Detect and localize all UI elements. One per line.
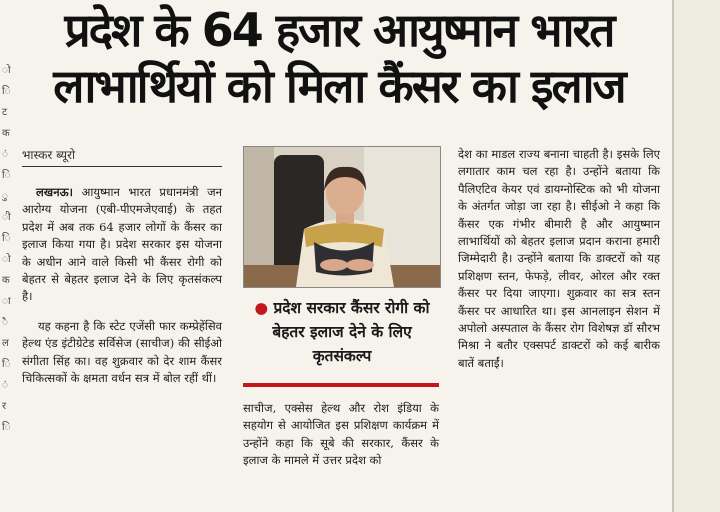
headline-line-1: प्रदेश के 64 हजार आयुष्मान भारत	[64, 3, 614, 57]
left-fragment-char: ं	[2, 380, 7, 391]
paragraph-1-text: आयुष्मान भारत प्रधानमंत्री जन आरोग्य योजना (एबी-पीएमजेएवाई) के तहत प्रदेश में अब तक 64 हजार लोगों के कैंसर का इलाज किया गया है। प्रदेश सरकार इस योजना के अधीन आने वाले किसी भी कैंसर रोगी को बेहतर से बेहतर इलाज देने के लिए कृतसंकल्प है।	[22, 185, 222, 304]
left-fragment-char: ं	[2, 149, 7, 160]
article-column-3: देश का माडल राज्य बनाना चाहती है। इसके लिए लगातार काम चल रहा है। उन्होंने बताया कि पैलिएटिव केयर एवं डायग्नोस्टिक को भी योजना के अंतर्गत जोड़ा जा रहा है। सीईओ ने कहा कि कैंसर एक गंभीर बीमारी है और आयुष्मान लाभार्थियों को बेहतर इलाज प्रदान कराना हमारी जिम्मेदारी है। उन्होंने बताया कि डाक्टरों को यह प्रशिक्षण स्तन, फेफड़े, लीवर, ओरल और रक्त कैंसर पर दिया जाएगा। शुक्रवार का सत्र स्तन कैंसर पर आधारित था। इस आनलाइन सेशन में अपोलो अस्पताल के कैंसर रोग विशेषज्ञ डॉ सौरभ मिश्रा ने बतौर एक्सपर्ट डाक्टरों को कई बारीक बातें बताईं।	[458, 147, 660, 370]
left-fragment-char: क	[2, 275, 9, 286]
headline-line-2: लाभार्थियों को मिला कैंसर का इलाज	[53, 59, 625, 113]
left-fragment-char: ा	[2, 296, 10, 307]
pull-quote-text: प्रदेश सरकार कैंसर रोगी को बेहतर इलाज देने के लिए कृतसंकल्प	[272, 299, 430, 365]
headline	[14, 2, 664, 114]
left-fragment-char: र	[2, 401, 6, 412]
red-divider	[243, 383, 439, 387]
left-fragment-char: ै	[2, 317, 7, 328]
left-fragment-char: ि	[2, 233, 10, 244]
left-fragment-char: ो	[2, 254, 10, 265]
byline: भास्कर ब्यूरो	[22, 146, 222, 167]
dateline: लखनऊ।	[36, 185, 73, 199]
pull-quote	[246, 296, 438, 368]
left-fragment-char: ि	[2, 86, 10, 97]
paragraph-1	[22, 184, 222, 306]
left-fragment-char: क	[2, 128, 9, 139]
portrait-illustration	[244, 147, 440, 287]
left-fragment-char: ि	[2, 170, 10, 181]
left-fragment-char: ो	[2, 65, 10, 76]
left-fragment-char: ु	[2, 191, 7, 202]
left-fragment-char: ी	[2, 212, 10, 223]
left-column-fragments	[2, 60, 12, 438]
page-edge	[672, 0, 720, 512]
left-fragment-char: ल	[2, 338, 8, 349]
bullet-dot: ●	[254, 299, 269, 317]
left-fragment-char: ट	[2, 107, 7, 118]
article-column-2: साचीज, एक्सेस हेल्थ और रोश इंडिया के सहयोग से आयोजित इस प्रशिक्षण कार्यक्रम में उन्होंने कहा कि सूबे की सरकार, कैंसर के इलाज के मामले में उत्तर प्रदेश को	[243, 401, 439, 468]
article-column-1	[22, 184, 222, 387]
left-fragment-char: ि	[2, 359, 10, 370]
portrait-photo	[243, 146, 441, 288]
paragraph-2: यह कहना है कि स्टेट एजेंसी फार कम्प्रेहेंसिव हेल्थ एंड इंटीग्रेटेड सर्विसेज (साचीज) की सीईओ संगीता सिंह का। वह शुक्रवार को देर शाम कैंसर चिकित्सकों के क्षमता वर्धन सत्र में बोल रहीं थीं।	[22, 318, 222, 386]
left-fragment-char: ि	[2, 422, 10, 433]
